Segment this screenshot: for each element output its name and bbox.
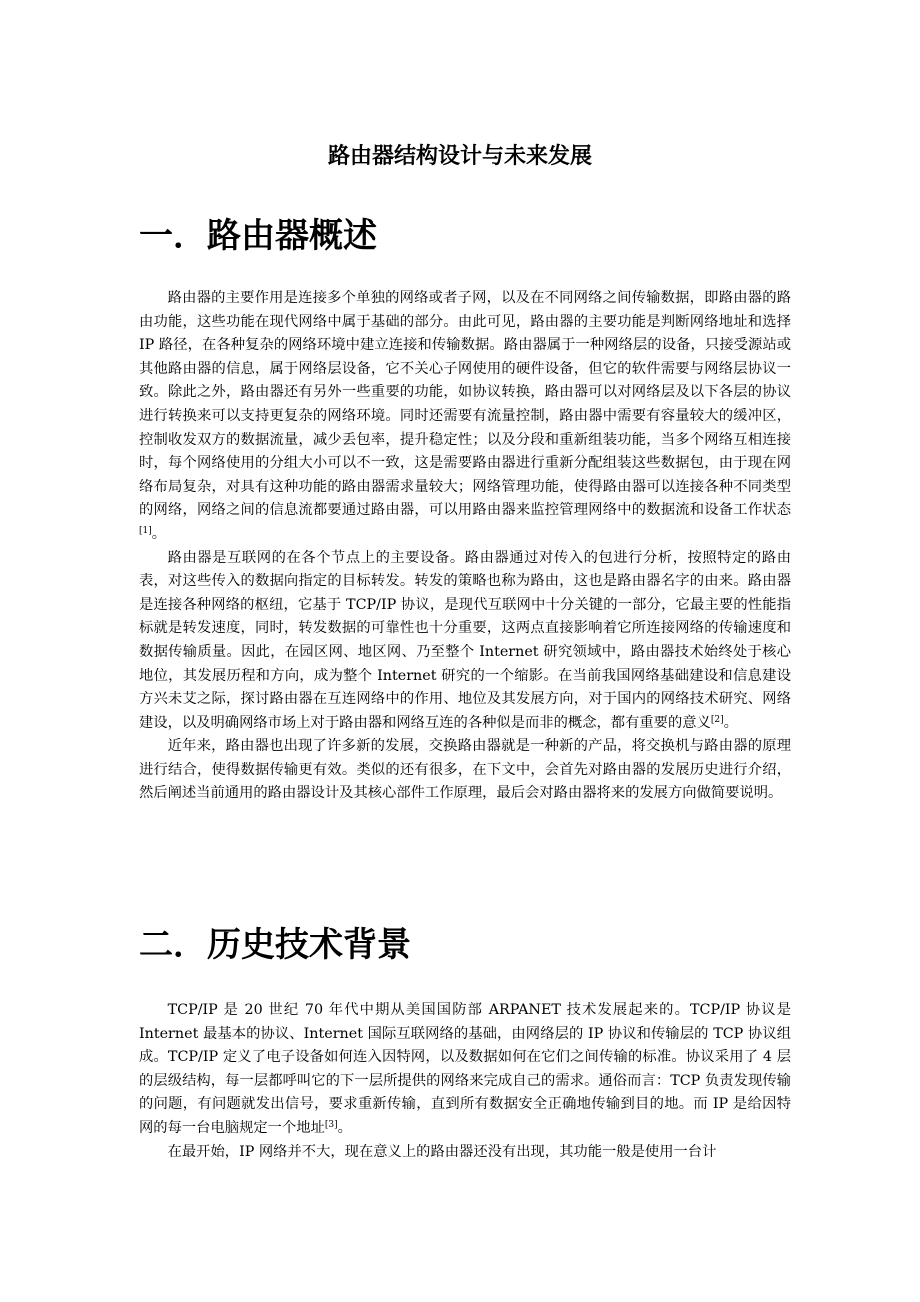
citation-ref: [3] [324, 1119, 338, 1130]
paragraph: 路由器是互联网的在各个节点上的主要设备。路由器通过对传入的包进行分析，按照特定的路由表，对这些传入的数据向指定的目标转发。转发的策略也称为路由，这也是路由器名字的由来。路由器是连接各种网络的枢纽，它基于 TCP/IP 协议，是现代互联网中十分关键的一部分，它最主要的性能指标就是转发速度，同时，转发数据的可靠性也十分重要，这两点直接影响着它所连接网络的传输速度和数据传输质量。因此，在园区网、地区网、乃至整个 Internet 研究领域中，路由器技术始终处于核心地位，其发展历程和方向，成为整个 Internet 研究的一个缩影。在当前我国网络基础建设和信息建设方兴未艾之际，探讨路由器在互连网络中的作用、地位及其发展方向，对于国内的网络技术研究、网络建设，以及明确网络市场上对于路由器和网络互连的各种似是而非的概念，都有重要的意义[2]。 [139, 549, 791, 731]
paragraph: TCP/IP 是 20 世纪 70 年代中期从美国国防部 ARPANET 技术发展起来的。TCP/IP 协议是 Internet 最基本的协议、Internet 国际互联网络的基础，由网络层的 IP 协议和传输层的 TCP 协议组成。TCP/IP 定义了电子设备如何连入因特网，以及数据如何在它们之间传输的标准。协议采用了 4 层的层级结构，每一层都呼叫它的下一层所提供的网络来完成自己的需求。通俗而言：TCP 负责发现传输的问题，有问题就发出信号，要求重新传输，直到所有数据安全正确地传输到目的地。而 IP 是给因特网的每一台电脑规定一个地址[3]。 [139, 1002, 791, 1136]
document-title: 路由器结构设计与未来发展 [327, 143, 592, 169]
paragraph: 在最开始，IP 网络并不大，现在意义上的路由器还没有出现，其功能一般是使用一台计 [167, 1143, 717, 1160]
section-body-overview [139, 287, 791, 806]
citation-ref: [2] [710, 714, 724, 725]
section-heading-overview: 一．路由器概述 [139, 216, 377, 256]
section-heading-history: 二．历史技术背景 [139, 925, 411, 965]
paragraph: 近年来，路由器也出现了许多新的发展，交换路由器就是一种新的产品，将交换机与路由器的原理进行结合，使得数据传输更有效。类似的还有很多，在下文中，会首先对路由器的发展历史进行介绍，然后阐述当前通用的路由器设计及其核心部件工作原理，最后会对路由器将来的发展方向做简要说明。 [139, 738, 791, 802]
section-body-history [139, 999, 791, 1164]
citation-ref: [1] [139, 525, 152, 536]
paragraph: 路由器的主要作用是连接多个单独的网络或者子网，以及在不同网络之间传输数据，即路由器的路由功能，这些功能在现代网络中属于基础的部分。由此可见，路由器的主要功能是判断网络地址和选择 IP 路径，在各种复杂的网络环境中建立连接和传输数据。路由器属于一种网络层的设备，只接受源站或其他路由器的信息，属于网络层设备，它不关心子网使用的硬件设备，但它的软件需要与网络层协议一致。除此之外，路由器还有另外一些重要的功能，如协议转换，路由器可以对网络层及以下各层的协议进行转换来可以支持更复杂的网络环境。同时还需要有流量控制，路由器中需要有容量较大的缓冲区，控制收发双方的数据流量，减少丢包率，提升稳定性；以及分段和重新组装功能，当多个网络互相连接时，每个网络使用的分组大小可以不一致，这是需要路由器进行重新分配组装这些数据包，由于现在网络布局复杂，对具有这种功能的路由器需求量较大；网络管理功能，使得路由器可以连接各种不同类型的网络，网络之间的信息流都要通过路由器，可以用路由器来监控管理网络中的数据流和设备工作状态[1]。 [139, 290, 791, 542]
